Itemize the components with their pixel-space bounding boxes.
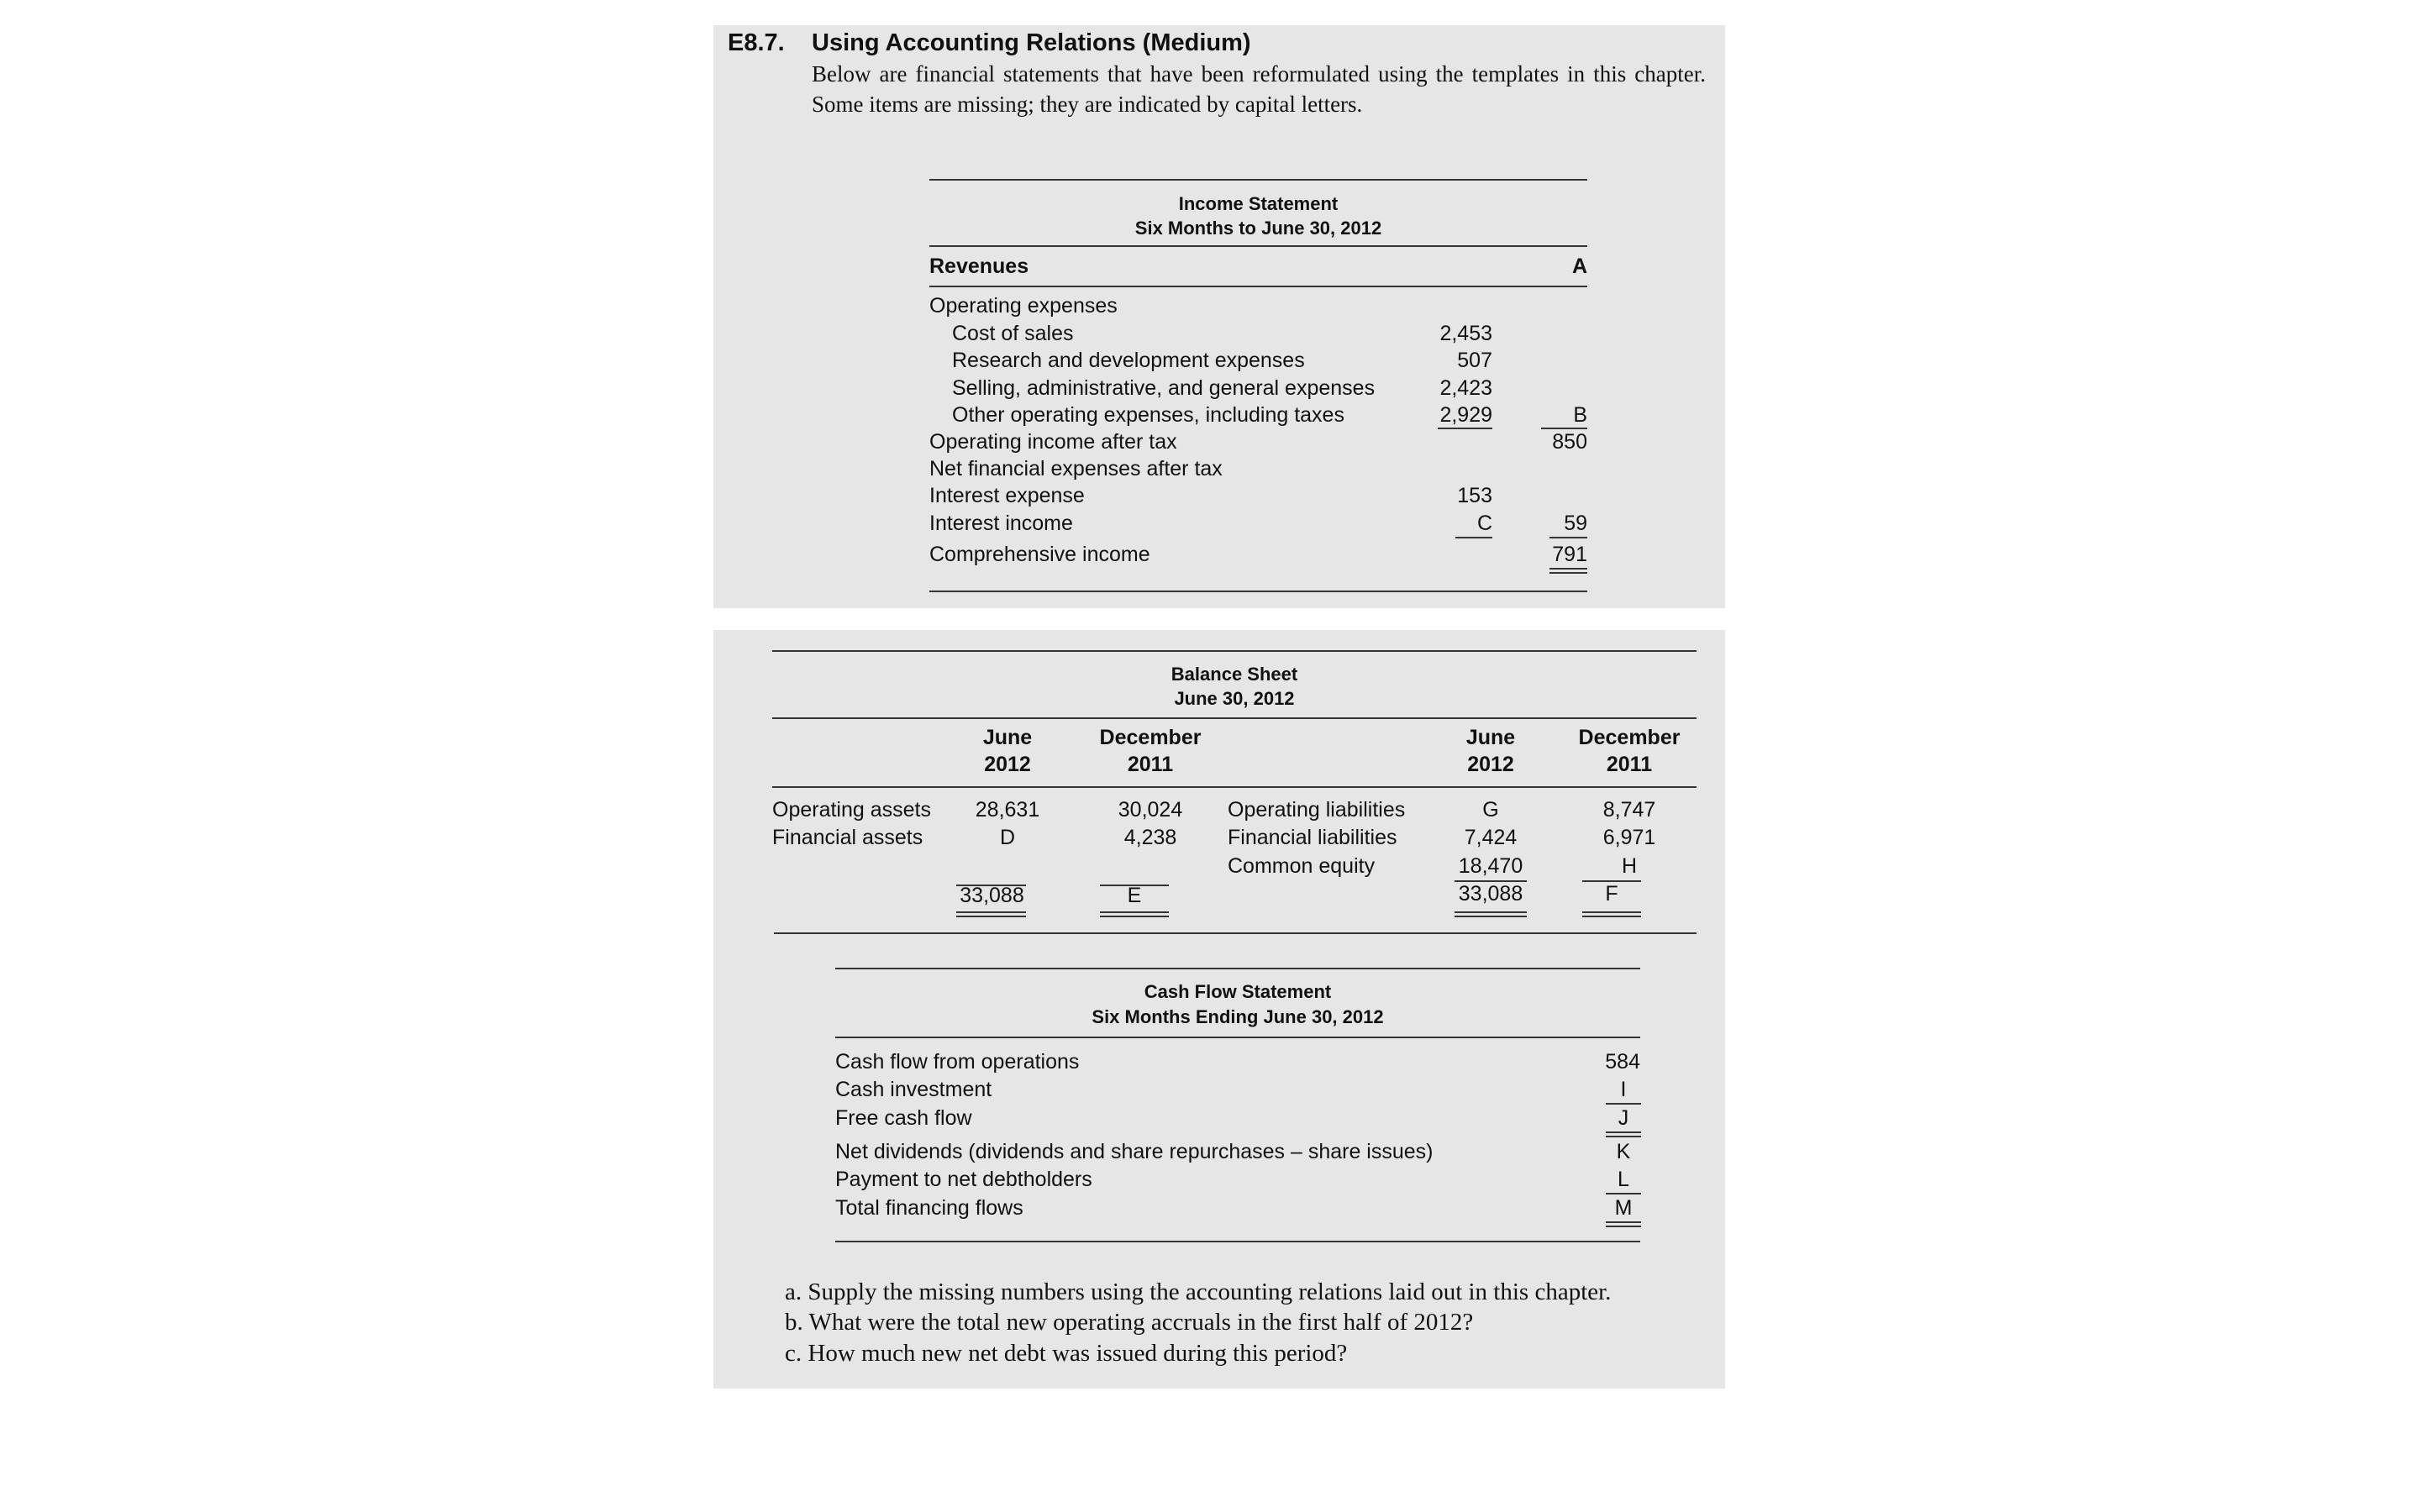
- double-underline: [1606, 1136, 1641, 1137]
- net-dividends-label: Net dividends (dividends and share repurchases – share issues): [835, 1140, 1434, 1163]
- operating-assets-label: Operating assets: [772, 798, 931, 822]
- net-dividends-value: K: [1616, 1140, 1631, 1163]
- double-underline: [956, 911, 1026, 913]
- underline: [1541, 428, 1587, 429]
- common-equity-dec: H: [1621, 854, 1638, 878]
- double-underline: [1549, 568, 1587, 570]
- double-underline: [1606, 1221, 1641, 1223]
- double-underline: [1100, 916, 1169, 917]
- divider: [835, 1241, 1640, 1242]
- other-opex-label: Other operating expenses, including taxes: [952, 403, 1344, 427]
- sga-label: Selling, administrative, and general expenses: [952, 376, 1376, 400]
- comprehensive-income-value: 791: [1552, 543, 1587, 566]
- cost-of-sales-label: Cost of sales: [952, 322, 1074, 345]
- divider: [929, 591, 1587, 592]
- operating-income-label: Operating income after tax: [929, 430, 1177, 454]
- revenues-label: Revenues: [929, 255, 1029, 278]
- underline: [1455, 537, 1492, 538]
- free-cash-flow-value: J: [1618, 1106, 1629, 1130]
- interest-expense-value: 153: [1457, 484, 1492, 507]
- cash-investment-label: Cash investment: [835, 1078, 992, 1101]
- col-june-line1: June: [982, 726, 1033, 749]
- financial-liabilities-label: Financial liabilities: [1228, 826, 1397, 849]
- balance-cashflow-panel: [713, 630, 1725, 1389]
- divider: [835, 1037, 1640, 1038]
- divider: [772, 717, 1697, 719]
- income-statement-subtitle: Six Months to June 30, 2012: [1134, 218, 1382, 239]
- total-claims-june: 33,088: [1458, 882, 1523, 906]
- balance-sheet-title: Balance Sheet: [1171, 664, 1298, 685]
- balance-sheet-subtitle: June 30, 2012: [1174, 688, 1295, 709]
- underline: [1455, 880, 1527, 882]
- financial-assets-label: Financial assets: [772, 826, 923, 849]
- question-b: b. What were the total new operating accruals in the first half of 2012?: [785, 1309, 1474, 1336]
- interest-expense-label: Interest expense: [929, 484, 1085, 507]
- net-debtholders-value: L: [1618, 1168, 1629, 1191]
- financial-assets-june: D: [999, 826, 1016, 849]
- nfe-total-value: 59: [1564, 512, 1587, 535]
- underline: [1606, 1193, 1641, 1194]
- operating-income-value: 850: [1552, 430, 1587, 454]
- financial-liabilities-dec: 6,971: [1602, 826, 1656, 849]
- double-underline: [1606, 1226, 1641, 1227]
- operating-assets-dec: 30,024: [1118, 798, 1183, 822]
- divider: [772, 786, 1697, 788]
- col-june-line2: 2012: [984, 753, 1031, 776]
- exercise-intro: Below are financial statements that have been reformulated using the templates in this chapter. Some items are missing; they are indicated by capital letters.: [812, 61, 1706, 117]
- cash-flow-title: Cash Flow Statement: [1144, 981, 1332, 1002]
- opex-total-value: B: [1573, 403, 1587, 427]
- col-june-right-line1: June: [1465, 726, 1516, 749]
- double-underline: [1549, 572, 1587, 574]
- operating-liabilities-dec: 8,747: [1602, 798, 1656, 822]
- divider: [929, 286, 1587, 287]
- income-statement-title: Income Statement: [1178, 193, 1339, 214]
- total-claims-dec: F: [1605, 882, 1618, 906]
- underline: [1438, 428, 1492, 429]
- sga-value: 2,423: [1439, 376, 1492, 400]
- total-assets-june: 33,088: [960, 884, 1024, 907]
- col-dec-right-line2: 2011: [1606, 753, 1653, 776]
- divider: [772, 650, 1697, 652]
- exercise-title: Using Accounting Relations (Medium): [812, 29, 1251, 56]
- total-financing-label: Total financing flows: [835, 1196, 1023, 1220]
- operating-expenses-label: Operating expenses: [929, 294, 1118, 318]
- divider: [774, 932, 1697, 934]
- col-june-right-line2: 2012: [1467, 753, 1514, 776]
- underline: [1606, 1103, 1641, 1105]
- net-debtholders-label: Payment to net debtholders: [835, 1168, 1092, 1191]
- question-c: c. How much new net debt was issued during this period?: [785, 1340, 1348, 1367]
- double-underline: [1582, 911, 1641, 913]
- financial-liabilities-june: 7,424: [1464, 826, 1518, 849]
- common-equity-june: 18,470: [1458, 854, 1523, 878]
- question-a: a. Supply the missing numbers using the accounting relations laid out in this chapter.: [785, 1278, 1612, 1305]
- double-underline: [956, 916, 1026, 917]
- double-underline: [1582, 916, 1641, 917]
- cfo-value: 584: [1605, 1050, 1640, 1074]
- col-dec-line2: 2011: [1127, 753, 1174, 776]
- col-dec-line1: December: [1099, 726, 1202, 749]
- double-underline: [1455, 911, 1527, 913]
- divider: [835, 968, 1640, 969]
- comprehensive-income-label: Comprehensive income: [929, 543, 1150, 566]
- operating-assets-june: 28,631: [975, 798, 1040, 822]
- col-dec-right-line1: December: [1578, 726, 1681, 749]
- cost-of-sales-value: 2,453: [1439, 322, 1492, 345]
- operating-liabilities-june: G: [1482, 798, 1499, 822]
- cfo-label: Cash flow from operations: [835, 1050, 1080, 1074]
- double-underline: [1606, 1131, 1641, 1133]
- nfe-label: Net financial expenses after tax: [929, 457, 1223, 480]
- cash-flow-subtitle: Six Months Ending June 30, 2012: [1092, 1006, 1384, 1027]
- income-statement-panel: [713, 25, 1725, 608]
- underline: [1549, 537, 1587, 538]
- total-assets-dec: E: [1127, 884, 1142, 907]
- double-underline: [1100, 911, 1169, 913]
- operating-liabilities-label: Operating liabilities: [1228, 798, 1406, 822]
- divider: [929, 245, 1587, 247]
- revenues-value: A: [1571, 255, 1587, 278]
- interest-income-label: Interest income: [929, 512, 1073, 535]
- free-cash-flow-label: Free cash flow: [835, 1106, 972, 1130]
- cash-investment-value: I: [1620, 1078, 1627, 1101]
- divider: [929, 179, 1587, 181]
- common-equity-label: Common equity: [1228, 854, 1376, 878]
- exercise-number: E8.7.: [728, 29, 785, 56]
- double-underline: [1455, 916, 1527, 917]
- total-financing-value: M: [1614, 1196, 1633, 1220]
- interest-income-value: C: [1476, 512, 1492, 535]
- rd-value: 507: [1457, 349, 1492, 372]
- financial-assets-dec: 4,238: [1123, 826, 1177, 849]
- other-opex-value: 2,929: [1439, 403, 1492, 427]
- rd-label: Research and development expenses: [952, 349, 1305, 372]
